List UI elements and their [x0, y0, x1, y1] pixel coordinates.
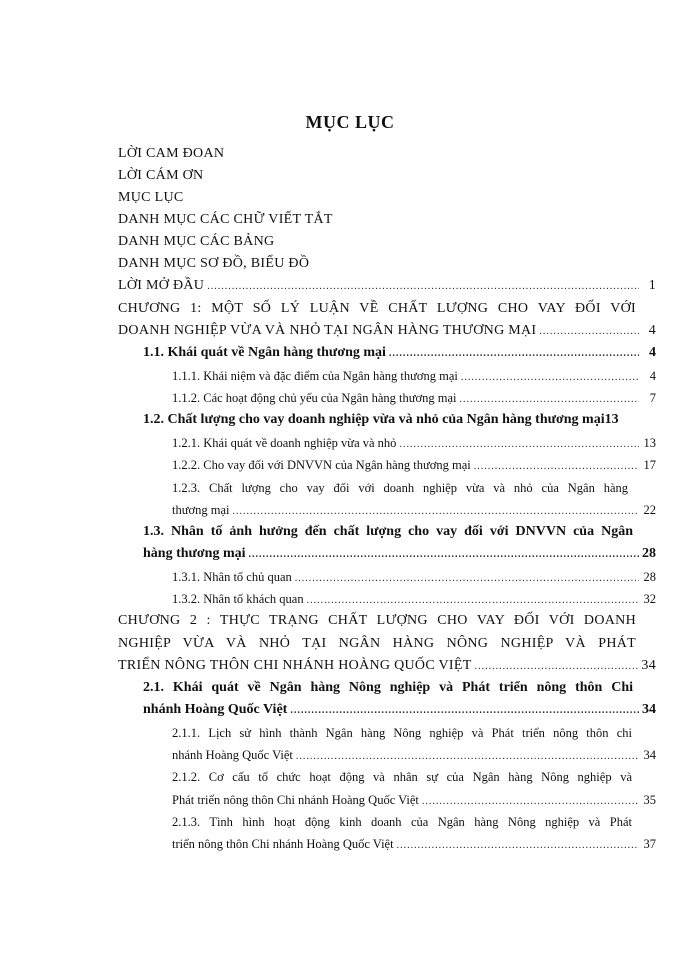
- entry-text: 1.3.2. Nhân tố khách quan: [172, 592, 304, 606]
- page-number: 28: [643, 570, 656, 584]
- page-number: 37: [643, 837, 656, 851]
- front-matter-item: LỜI CÁM ƠN: [118, 168, 204, 183]
- toc-entry-2-1-1: [172, 744, 656, 766]
- entry-text: Phát triển nông thôn Chi nhánh Hoàng Quốc Việt: [172, 793, 419, 807]
- chapter-2-line-1: CHƯƠNG 2 : THỰC TRẠNG CHẤT LƯỢNG CHO VAY ĐỐI VỚI DOANH: [118, 613, 636, 628]
- toc-entry-chapter-2: [118, 655, 656, 677]
- entry-text: 1.2. Chất lượng cho vay doanh nghiệp vừa và nhỏ của Ngân hàng thương mại: [143, 412, 605, 427]
- entry-text: 1.3.1. Nhân tố chủ quan: [172, 570, 292, 584]
- page-number: 35: [643, 793, 656, 807]
- chapter-2-line-2: NGHIỆP VỪA VÀ NHỎ TẠI NGÂN HÀNG NÔNG NGHIỆP VÀ PHÁT: [118, 636, 636, 651]
- page-number: 28: [642, 546, 656, 561]
- entry-text: 1.1.2. Các hoạt động chủ yếu của Ngân hàng thương mại: [172, 391, 457, 405]
- leader-dots: [389, 343, 639, 364]
- toc-entry-1-1-1: [172, 365, 656, 387]
- page-number: 17: [643, 458, 656, 472]
- page-number: 13: [643, 436, 656, 450]
- toc-entry-intro: [118, 275, 656, 297]
- front-matter-item: LỜI CAM ĐOAN: [118, 146, 225, 161]
- leader-dots: [461, 367, 639, 387]
- page-number: 32: [643, 592, 656, 606]
- leader-dots: [474, 456, 639, 476]
- page-number: 13: [604, 412, 619, 427]
- toc-entry-2-1-3: [172, 833, 656, 855]
- page-number: 1: [648, 278, 656, 293]
- toc-entry-1-2-1: [172, 432, 656, 454]
- toc-entry-2-1-2: [172, 789, 656, 811]
- toc-entry-2-1-line-1: 2.1. Khái quát về Ngân hàng Nông nghiệp và Phát triển nông thôn Chi: [143, 680, 633, 695]
- front-matter-item: MỤC LỤC: [118, 190, 184, 205]
- leader-dots: [290, 700, 639, 721]
- chapter-1-line-1: CHƯƠNG 1: MỘT SỐ LÝ LUẬN VỀ CHẤT LƯỢNG CHO VAY ĐỐI VỚI: [118, 301, 636, 316]
- toc-entry-1-2-3: [172, 499, 656, 521]
- toc-entry-1-3-2: [172, 588, 656, 610]
- toc-entry-1-3-line-1: 1.3. Nhân tố ảnh hưởng đến chất lượng cho vay đối với DNVVN của Ngân: [143, 524, 633, 539]
- toc-entry-1-3: [143, 543, 656, 565]
- leader-dots: [422, 791, 639, 811]
- entry-text: 1.2.1. Khái quát về doanh nghiệp vừa và nhỏ: [172, 436, 397, 450]
- leader-dots: [539, 321, 639, 342]
- page-number: 34: [643, 748, 656, 762]
- leader-dots: [249, 544, 639, 565]
- toc-entry-1-2: [143, 409, 656, 431]
- leader-dots: [232, 501, 639, 521]
- page-number: 4: [649, 369, 656, 383]
- toc-entry-2-1-2-line-1: 2.1.2. Cơ cấu tổ chức hoạt động và nhân sự của Ngân hàng Nông nghiệp và: [172, 770, 632, 784]
- toc-entry-1-2-3-line-1: 1.2.3. Chất lượng cho vay đối với doanh nghiệp vừa và nhỏ của Ngân hàng: [172, 481, 628, 495]
- toc-entry-1-3-1: [172, 566, 656, 588]
- front-matter-item: DANH MỤC CÁC CHỮ VIẾT TẮT: [118, 212, 333, 227]
- toc-entry-1-1: [143, 342, 656, 364]
- page-number: 22: [643, 503, 656, 517]
- entry-text: 1.1.1. Khái niệm và đặc điểm của Ngân hàng thương mại: [172, 369, 458, 383]
- toc-entry-2-1-1-line-1: 2.1.1. Lịch sử hình thành Ngân hàng Nông nghiệp và Phát triển nông thôn chi: [172, 726, 632, 740]
- leader-dots: [460, 389, 640, 409]
- leader-dots: [207, 276, 639, 297]
- leader-dots: [475, 656, 639, 677]
- front-matter-item: DANH MỤC SƠ ĐỒ, BIỂU ĐỒ: [118, 256, 310, 271]
- toc-title: MỤC LỤC: [305, 112, 395, 132]
- entry-text: nhánh Hoàng Quốc Việt: [172, 748, 293, 762]
- entry-text: 1.1. Khái quát về Ngân hàng thương mại: [143, 345, 386, 360]
- leader-dots: [397, 835, 639, 855]
- toc-entry-1-2-2: [172, 454, 656, 476]
- toc-entry-chapter-1: [118, 320, 656, 342]
- page-number: 7: [649, 391, 656, 405]
- entry-text: LỜI MỞ ĐẦU: [118, 278, 205, 293]
- toc-entry-1-1-2: [172, 387, 656, 409]
- page-number: 34: [642, 702, 656, 717]
- entry-text: triển nông thôn Chi nhánh Hoàng Quốc Việt: [172, 837, 394, 851]
- page-number: 34: [641, 658, 656, 673]
- entry-text: 1.2.2. Cho vay đối với DNVVN của Ngân hàng thương mại: [172, 458, 471, 472]
- leader-dots: [399, 434, 639, 454]
- entry-text: TRIỂN NÔNG THÔN CHI NHÁNH HOÀNG QUỐC VIỆT: [118, 658, 472, 673]
- toc-entry-2-1-3-line-1: 2.1.3. Tình hình hoạt động kinh doanh của Ngân hàng Nông nghiệp và Phát: [172, 815, 632, 829]
- leader-dots: [307, 590, 639, 610]
- toc-entry-2-1: [143, 699, 656, 721]
- front-matter-item: DANH MỤC CÁC BẢNG: [118, 234, 275, 249]
- entry-text: DOANH NGHIỆP VỪA VÀ NHỎ TẠI NGÂN HÀNG THƯƠNG MẠI: [118, 323, 537, 338]
- leader-dots: [296, 746, 639, 766]
- page-number: 4: [648, 323, 656, 338]
- entry-text: hàng thương mại: [143, 546, 246, 561]
- entry-text: thương mại: [172, 503, 230, 517]
- page-number: 4: [649, 345, 656, 360]
- leader-dots: [295, 568, 639, 588]
- entry-text: nhánh Hoàng Quốc Việt: [143, 702, 288, 717]
